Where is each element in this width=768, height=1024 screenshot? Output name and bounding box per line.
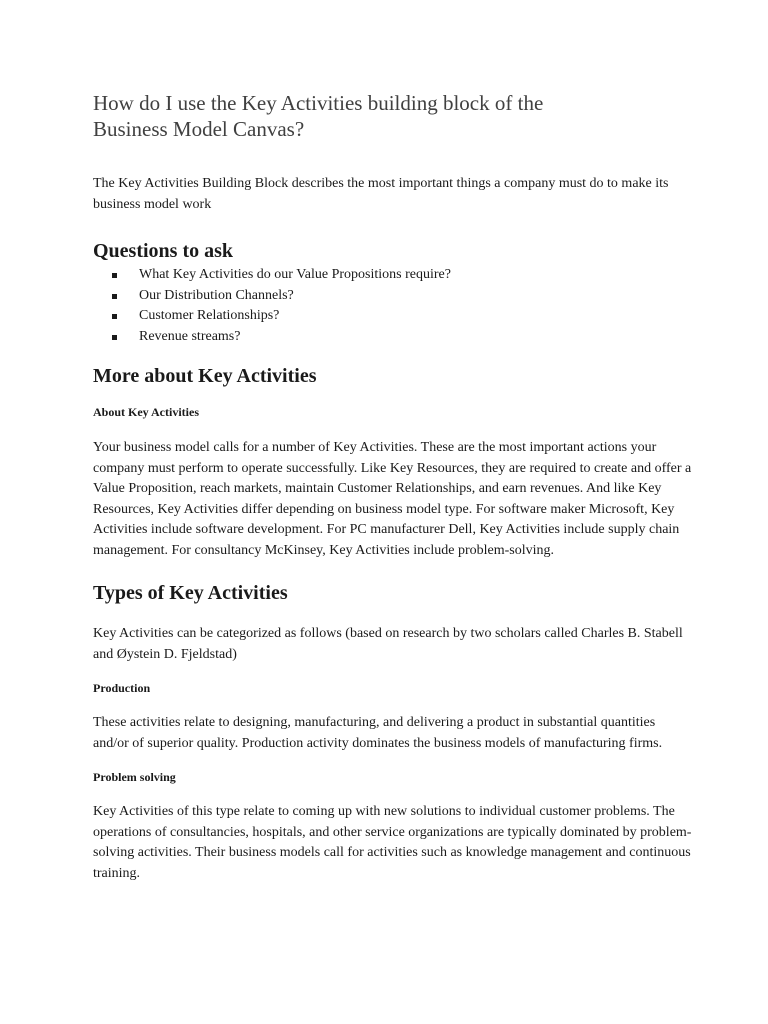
list-item xyxy=(93,306,693,327)
list-item-text: What Key Activities do our Value Propositions require? xyxy=(139,267,451,282)
square-bullet-icon xyxy=(112,314,117,319)
about-subheading: About Key Activities xyxy=(93,405,199,419)
production-subheading: Production xyxy=(93,681,151,695)
page-title xyxy=(93,90,693,142)
list-item-text: Our Distribution Channels? xyxy=(139,287,294,303)
types-heading: Types of Key Activities xyxy=(93,582,288,604)
list-item-text: Revenue streams? xyxy=(139,328,241,344)
page-title-line-1: How do I use the Key Activities building block of the xyxy=(93,91,544,115)
problem-solving-subheading: Problem solving xyxy=(93,770,176,784)
square-bullet-icon xyxy=(112,335,117,340)
list-item xyxy=(93,265,693,286)
more-about-heading: More about Key Activities xyxy=(93,365,317,387)
questions-list xyxy=(93,265,693,347)
production-paragraph: These activities relate to designing, manufacturing, and delivering a product in substantial quantities and/or of superior quality. Production activity dominates the business models of manufacturing firms. xyxy=(93,715,663,751)
types-paragraph: Key Activities can be categorized as follows (based on research by two scholars called Charles B. Stabell and Øystein D. Fjeldstad) xyxy=(93,626,683,662)
document-page xyxy=(93,90,693,884)
problem-solving-paragraph: Key Activities of this type relate to coming up with new solutions to individual customer problems. The operations of consultancies, hospitals, and other service organizations are typically dominated by problem-solving activities. Their business models call for activities such as knowledge management and continuous training. xyxy=(93,804,692,881)
list-item-text: Customer Relationships? xyxy=(139,308,280,323)
questions-heading: Questions to ask xyxy=(93,240,234,262)
intro-paragraph: The Key Activities Building Block describes the most important things a company must do to make its business model work xyxy=(93,176,669,212)
list-item xyxy=(93,327,693,348)
list-item xyxy=(93,286,693,307)
page-title-line-2: Business Model Canvas? xyxy=(93,117,305,141)
about-paragraph: Your business model calls for a number of Key Activities. These are the most important actions your company must perform to operate successfully. Like Key Resources, they are required to create and offer a Value Proposition, reach markets, maintain Customer Relationships, and earn revenues. And like Key Resources, Key Activities differ depending on business model type. For software maker Microsoft, Key Activities include software development. For PC manufacturer Dell, Key Activities include supply chain management. For consultancy McKinsey, Key Activities include problem-solving. xyxy=(93,440,692,558)
square-bullet-icon xyxy=(112,294,117,299)
square-bullet-icon xyxy=(112,273,117,278)
